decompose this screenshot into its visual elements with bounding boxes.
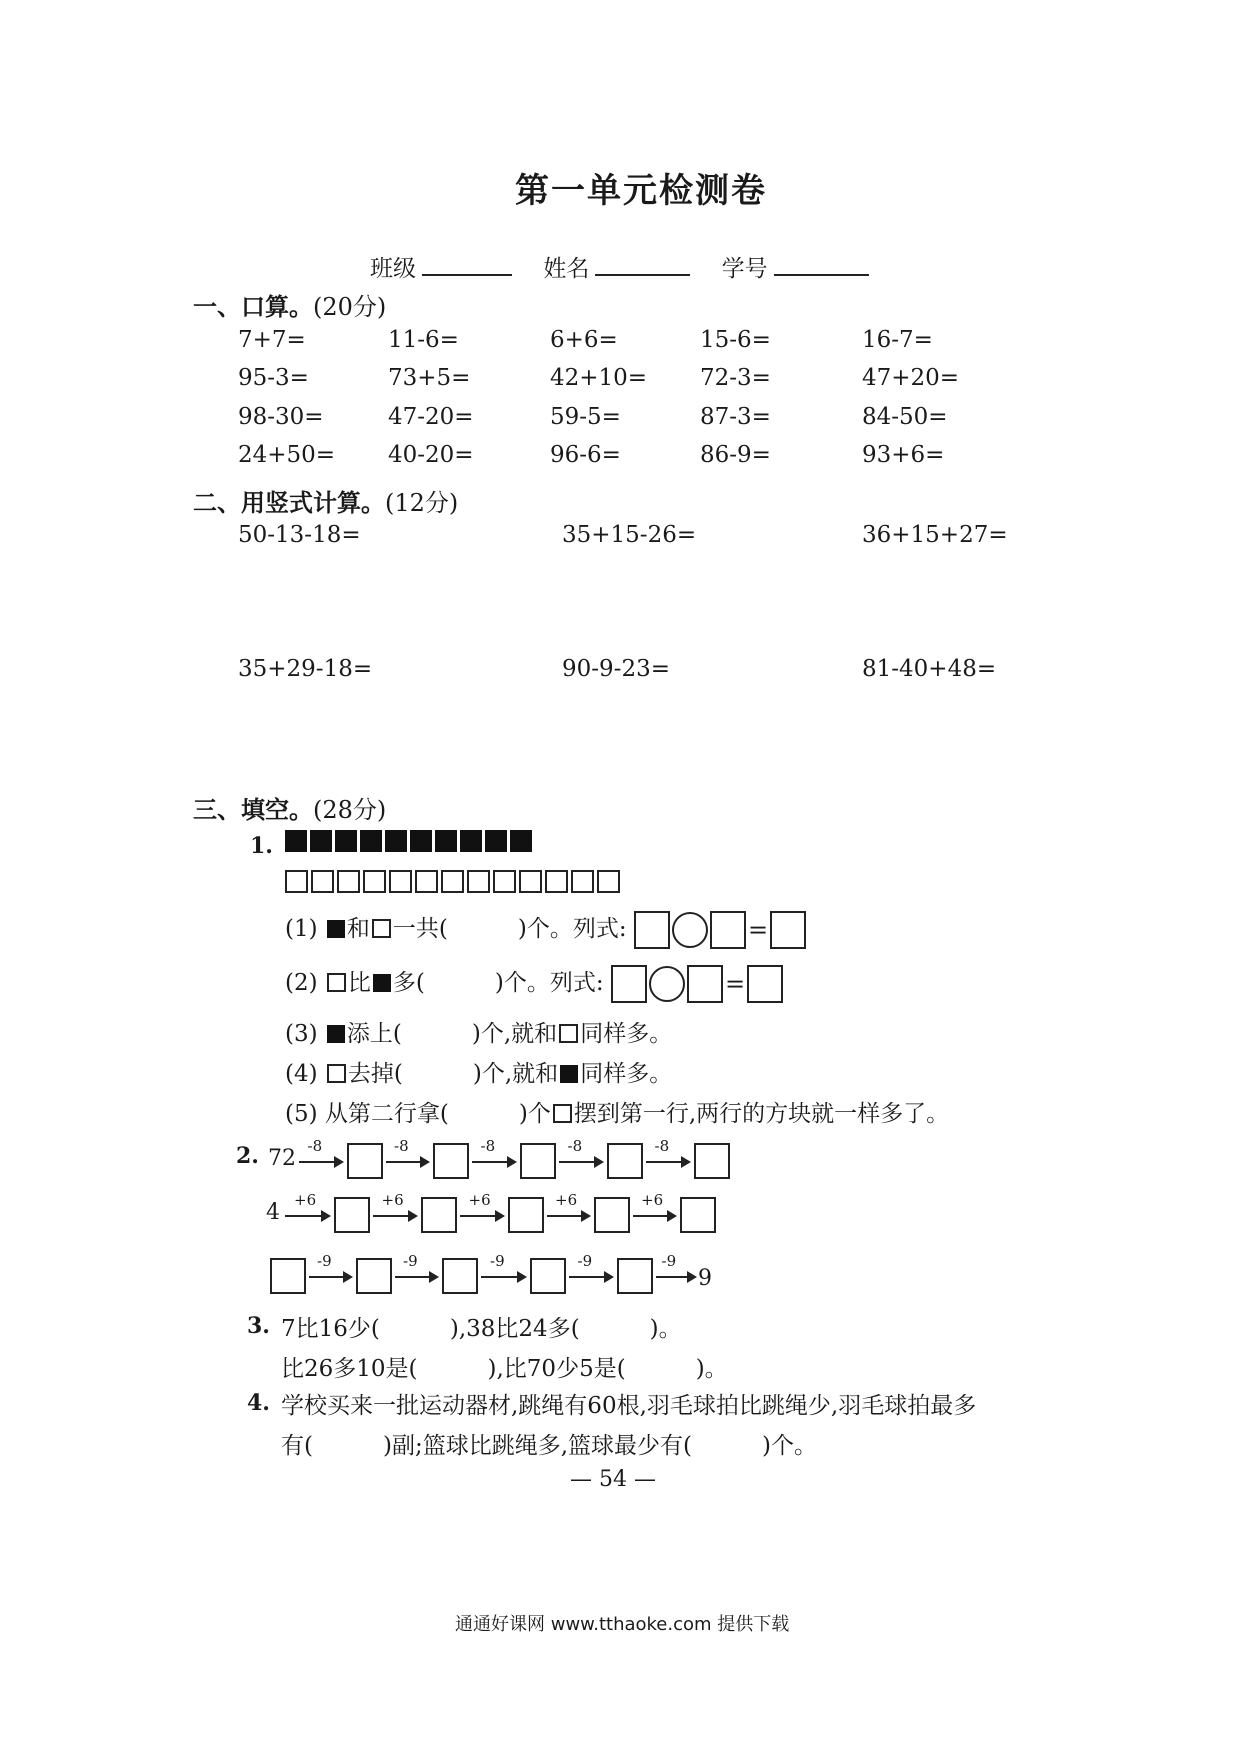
- operator-circle[interactable]: [672, 912, 708, 948]
- white-square-icon: [285, 870, 308, 893]
- mental-math-problem: 84-50=: [862, 404, 948, 430]
- mental-math-problem: 16-7=: [862, 327, 933, 353]
- vertical-calc-problem: 50-13-18=: [238, 522, 361, 548]
- chain-operator: +6: [294, 1191, 317, 1209]
- q1-item-1-text-a: 和: [346, 916, 370, 942]
- arrow-icon: [559, 1161, 602, 1163]
- section2-heading: [193, 483, 458, 518]
- arrow-icon: [395, 1276, 437, 1278]
- vertical-calc-problem: 35+29-18=: [238, 656, 373, 682]
- chain-answer-box[interactable]: [594, 1197, 630, 1233]
- chain-operator: +6: [468, 1191, 491, 1209]
- q3-line-1: [281, 1310, 682, 1343]
- chain-answer-box[interactable]: [442, 1258, 478, 1294]
- q1-item-3-text-c: 同样多。: [580, 1021, 673, 1047]
- arrow-icon: [569, 1276, 612, 1278]
- black-square-icon: [335, 830, 357, 852]
- q1-number: 1.: [250, 833, 273, 859]
- q4-line2-b: )副;篮球比跳绳多,篮球最少有(: [382, 1433, 692, 1459]
- q1-item-5-text-a: 从第二行拿(: [324, 1101, 449, 1127]
- mental-math-problem: 6+6=: [550, 327, 618, 353]
- white-squares-row: [285, 870, 623, 893]
- answer-box[interactable]: [747, 965, 783, 1003]
- arrow-icon: [309, 1276, 351, 1278]
- mental-math-problem: 86-9=: [700, 442, 771, 468]
- chain-operator: -8: [394, 1137, 409, 1155]
- chain-operator: +6: [555, 1191, 578, 1209]
- white-square-icon: [327, 973, 346, 992]
- black-square-icon: [327, 920, 345, 938]
- answer-box[interactable]: [634, 911, 670, 949]
- q1-item-2-num: (2): [285, 970, 318, 996]
- answer-box[interactable]: [770, 911, 806, 949]
- q1-item-3-text-b: )个,就和: [471, 1021, 558, 1047]
- chain-answer-box[interactable]: [421, 1197, 457, 1233]
- q1-item-3: [285, 1015, 672, 1048]
- black-square-icon: [435, 830, 457, 852]
- equals-sign: =: [724, 970, 746, 998]
- chain-answer-box[interactable]: [508, 1197, 544, 1233]
- q3-line2-a: 比26多10是(: [281, 1356, 418, 1382]
- arrow-icon: [373, 1215, 416, 1217]
- chain-answer-box[interactable]: [520, 1143, 556, 1179]
- chain-answer-box[interactable]: [356, 1258, 392, 1294]
- q4-line2-a: 有(: [281, 1433, 313, 1459]
- white-square-icon: [519, 870, 542, 893]
- black-square-icon: [385, 830, 407, 852]
- section1-heading: [193, 287, 386, 322]
- arrow-icon: [472, 1161, 515, 1163]
- answer-box[interactable]: [687, 965, 723, 1003]
- white-square-icon: [415, 870, 438, 893]
- q1-item-2: [285, 964, 783, 1003]
- chain-answer-box[interactable]: [607, 1143, 643, 1179]
- vertical-calc-problem: 90-9-23=: [562, 656, 670, 682]
- chain-answer-box[interactable]: [680, 1197, 716, 1233]
- chain-operator: -8: [307, 1137, 323, 1155]
- section3-points: (28分): [313, 796, 387, 824]
- chain-operator: +6: [641, 1191, 664, 1209]
- number-blank[interactable]: [774, 250, 869, 276]
- q1-item-4-text-a: 去掉(: [347, 1061, 403, 1087]
- white-square-icon: [559, 1024, 578, 1043]
- equals-sign: =: [747, 916, 769, 944]
- q1-item-5-text-c: 摆到第一行,两行的方块就一样多了。: [573, 1101, 950, 1127]
- q2-number: 2.: [236, 1143, 259, 1169]
- q4-number: 4.: [247, 1390, 270, 1416]
- q4-line-2: [281, 1427, 817, 1460]
- mental-math-problem: 93+6=: [862, 442, 945, 468]
- black-square-icon: [485, 830, 507, 852]
- black-square-icon: [460, 830, 482, 852]
- q3-number: 3.: [247, 1313, 270, 1339]
- chain-operator: -9: [403, 1252, 418, 1270]
- mental-math-problem: 95-3=: [238, 365, 309, 391]
- white-square-icon: [389, 870, 412, 893]
- arrow-icon: [460, 1215, 503, 1217]
- arrow-icon: [633, 1215, 675, 1217]
- q3-line-2: [281, 1350, 728, 1383]
- white-square-icon: [545, 870, 568, 893]
- q1-item-1: [285, 910, 806, 949]
- q1-item-1-text-b: 一共(: [392, 916, 448, 942]
- section3-heading: [193, 790, 386, 825]
- mental-math-problem: 98-30=: [238, 404, 324, 430]
- mental-math-problem: 42+10=: [550, 365, 648, 391]
- section1-points: (20分): [313, 293, 387, 321]
- mental-math-problem: 59-5=: [550, 404, 621, 430]
- page-number: — 54 —: [570, 1467, 656, 1492]
- q3-line1-a: 7比16少(: [281, 1316, 380, 1342]
- mental-math-problem: 87-3=: [700, 404, 771, 430]
- section3-title: 三、填空。: [193, 795, 313, 824]
- chain-answer-box[interactable]: [530, 1258, 566, 1294]
- mental-math-problem: 47-20=: [388, 404, 474, 430]
- white-square-icon: [363, 870, 386, 893]
- chain-start-value: 72: [268, 1146, 296, 1171]
- chain-operator: -9: [490, 1252, 505, 1270]
- operator-circle[interactable]: [649, 966, 685, 1002]
- name-label: 姓名: [543, 256, 590, 282]
- mental-math-problem: 24+50=: [238, 442, 336, 468]
- mental-math-problem: 15-6=: [700, 327, 771, 353]
- answer-box[interactable]: [710, 911, 746, 949]
- chain-operator: -9: [317, 1252, 332, 1270]
- chain-operator: -9: [661, 1252, 677, 1270]
- q1-item-1-num: (1): [285, 916, 318, 942]
- arrow-icon: [656, 1276, 695, 1278]
- q3-line2-c: )。: [695, 1356, 728, 1382]
- section1-title: 一、口算。: [193, 292, 313, 321]
- answer-box[interactable]: [611, 965, 647, 1003]
- footer-text: 通通好课网 www.tthaoke.com 提供下载: [455, 1614, 790, 1635]
- white-square-icon: [337, 870, 360, 893]
- chain-answer-box[interactable]: [270, 1258, 306, 1294]
- white-square-icon: [441, 870, 464, 893]
- chain-answer-box[interactable]: [694, 1143, 730, 1179]
- white-square-icon: [597, 870, 620, 893]
- q1-item-5-num: (5): [285, 1101, 318, 1127]
- section2-title: 二、用竖式计算。: [193, 488, 385, 517]
- q1-item-3-num: (3): [285, 1021, 318, 1047]
- chain-answer-box[interactable]: [334, 1197, 370, 1233]
- vertical-calc-problem: 35+15-26=: [562, 522, 697, 548]
- q3-line2-b: ),比70少5是(: [487, 1356, 626, 1382]
- chain-operator: -8: [654, 1137, 670, 1155]
- black-square-icon: [360, 830, 382, 852]
- chain-answer-box[interactable]: [433, 1143, 469, 1179]
- white-square-icon: [327, 1064, 346, 1083]
- q3-line1-b: ),38比24多(: [449, 1316, 580, 1342]
- chain-start-value: 4: [266, 1200, 280, 1225]
- q1-item-2-text-a: 比: [347, 970, 371, 996]
- chain-operator: +6: [381, 1191, 404, 1209]
- class-label: 班级: [370, 256, 416, 282]
- arrow-icon: [646, 1161, 689, 1163]
- arrow-icon: [386, 1161, 428, 1163]
- black-square-icon: [373, 974, 391, 992]
- chain-operator: -8: [480, 1137, 496, 1155]
- black-square-icon: [327, 1025, 345, 1043]
- q3-line1-c: )。: [649, 1316, 682, 1342]
- q4-line2-c: )个。: [762, 1433, 817, 1459]
- white-square-icon: [372, 919, 391, 938]
- q1-item-2-text-b: 多(: [392, 970, 425, 996]
- mental-math-problem: 73+5=: [388, 365, 471, 391]
- arrow-icon: [285, 1215, 329, 1217]
- chain-answer-box[interactable]: [617, 1258, 653, 1294]
- vertical-calc-problem: 81-40+48=: [862, 656, 997, 682]
- chain-end-value: 9: [698, 1266, 712, 1291]
- section2-points: (12分): [385, 489, 459, 517]
- black-squares-row: [285, 830, 535, 852]
- q1-item-4-text-c: 同样多。: [580, 1061, 673, 1087]
- mental-math-problem: 7+7=: [238, 327, 306, 353]
- black-square-icon: [560, 1065, 578, 1083]
- white-square-icon: [571, 870, 594, 893]
- black-square-icon: [310, 830, 332, 852]
- student-info: [370, 250, 869, 283]
- vertical-calc-problem: 36+15+27=: [862, 522, 1008, 548]
- q1-item-4-text-b: )个,就和: [472, 1061, 559, 1087]
- q1-item-1-text-c: )个。列式:: [517, 916, 627, 942]
- mental-math-problem: 96-6=: [550, 442, 621, 468]
- q1-item-3-text-a: 添上(: [346, 1021, 402, 1047]
- black-square-icon: [285, 830, 307, 852]
- white-square-icon: [311, 870, 334, 893]
- white-square-icon: [493, 870, 516, 893]
- black-square-icon: [410, 830, 432, 852]
- black-square-icon: [510, 830, 532, 852]
- number-label: 学号: [721, 256, 768, 282]
- white-square-icon: [553, 1104, 572, 1123]
- page-title: 第一单元检测卷: [515, 171, 767, 211]
- chain-operator: -9: [577, 1252, 593, 1270]
- name-blank[interactable]: [595, 250, 690, 276]
- q1-item-2-text-c: )个。列式:: [494, 970, 604, 996]
- mental-math-problem: 72-3=: [700, 365, 771, 391]
- q4-line-1: 学校买来一批运动器材,跳绳有60根,羽毛球拍比跳绳少,羽毛球拍最多: [281, 1393, 977, 1419]
- mental-math-problem: 47+20=: [862, 365, 960, 391]
- q1-item-4: [285, 1055, 672, 1088]
- q1-item-5-text-b: )个: [518, 1101, 551, 1127]
- chain-operator: -8: [567, 1137, 583, 1155]
- arrow-icon: [481, 1276, 525, 1278]
- q1-item-5: [285, 1095, 949, 1128]
- white-square-icon: [467, 870, 490, 893]
- chain-answer-box[interactable]: [347, 1143, 383, 1179]
- mental-math-problem: 40-20=: [388, 442, 474, 468]
- arrow-icon: [547, 1215, 589, 1217]
- mental-math-problem: 11-6=: [388, 327, 459, 353]
- q1-item-4-num: (4): [285, 1061, 318, 1087]
- class-blank[interactable]: [422, 250, 512, 276]
- arrow-icon: [299, 1161, 342, 1163]
